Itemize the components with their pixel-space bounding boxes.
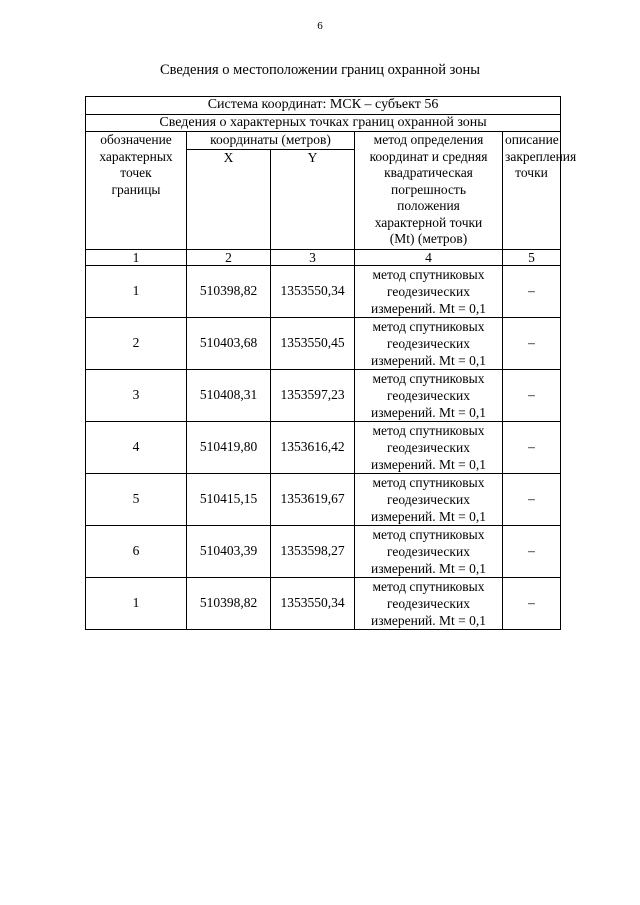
header-method-line: метод определения [373, 132, 484, 147]
table-row [86, 265, 561, 317]
column-number: 2 [187, 249, 271, 265]
method-line: геодезических [387, 543, 470, 559]
header-description-line: закрепления [505, 148, 577, 164]
header-designation [86, 132, 187, 250]
document-title: Сведения о местоположении границ охранной зоны [159, 62, 480, 78]
point-number-cell: 5 [86, 473, 187, 525]
header-description-line: описание [505, 132, 559, 147]
table-row [86, 473, 561, 525]
method-line: метод спутниковых [372, 318, 485, 334]
point-number-cell: 1 [86, 265, 187, 317]
header-coordinates: координаты (метров) [187, 132, 355, 150]
description-cell: – [503, 525, 561, 577]
method-line: измерений. Mt = 0,1 [370, 508, 487, 524]
description-cell: – [503, 473, 561, 525]
method-line: геодезических [387, 335, 470, 351]
column-number: 1 [86, 249, 187, 265]
method-line: метод спутниковых [372, 422, 485, 438]
header-x: X [187, 149, 271, 249]
y-coordinate-cell: 1353598,27 [271, 525, 355, 577]
method-line: метод спутниковых [372, 370, 485, 386]
method-line: измерений. Mt = 0,1 [370, 300, 487, 316]
header-description [503, 132, 577, 250]
method-cell [355, 577, 503, 629]
method-line: измерений. Mt = 0,1 [370, 612, 487, 628]
x-coordinate-cell: 510408,31 [187, 369, 271, 421]
method-line: метод спутниковых [372, 526, 485, 542]
header-method [355, 132, 503, 250]
header-y: Y [271, 149, 355, 249]
method-cell [355, 473, 503, 525]
header-description-line: точки [515, 165, 548, 180]
section-header: Сведения о характерных точках границ охранной зоны [86, 114, 561, 132]
description-cell: – [503, 369, 561, 421]
method-line: геодезических [387, 387, 470, 403]
column-number: 3 [271, 249, 355, 265]
x-coordinate-cell: 510398,82 [187, 265, 271, 317]
y-coordinate-cell: 1353550,45 [271, 317, 355, 369]
column-number-row [86, 249, 561, 265]
x-coordinate-cell: 510398,82 [187, 577, 271, 629]
table-row [86, 421, 561, 473]
header-method-line: положения [397, 198, 460, 213]
y-coordinate-cell: 1353597,23 [271, 369, 355, 421]
table-row [86, 525, 561, 577]
method-line: измерений. Mt = 0,1 [370, 404, 487, 420]
method-line: измерений. Mt = 0,1 [370, 352, 487, 368]
header-designation-line: обозначение [100, 132, 172, 147]
method-line: метод спутниковых [372, 578, 485, 594]
y-coordinate-cell: 1353616,42 [271, 421, 355, 473]
y-coordinate-cell: 1353550,34 [271, 265, 355, 317]
method-line: геодезических [387, 439, 470, 455]
header-method-line: (Mt) (метров) [389, 231, 468, 246]
description-cell: – [503, 421, 561, 473]
method-cell [355, 525, 503, 577]
coordinate-system-header: Система координат: МСК – субъект 56 [86, 97, 561, 115]
x-coordinate-cell: 510415,15 [187, 473, 271, 525]
page-number: 6 [317, 20, 323, 32]
header-designation-line: точек [120, 165, 152, 180]
column-number: 4 [355, 249, 503, 265]
description-cell: – [503, 577, 561, 629]
point-number-cell: 4 [86, 421, 187, 473]
header-method-line: погрешность [390, 181, 466, 197]
method-cell [355, 265, 503, 317]
method-cell [355, 421, 503, 473]
description-cell: – [503, 265, 561, 317]
table-row [86, 369, 561, 421]
method-line: геодезических [387, 595, 470, 611]
point-number-cell: 2 [86, 317, 187, 369]
method-line: геодезических [387, 283, 470, 299]
description-cell: – [503, 317, 561, 369]
column-number: 5 [503, 249, 561, 265]
header-designation-line: границы [111, 181, 161, 197]
header-method-line: координат и средняя [369, 148, 488, 164]
method-line: измерений. Mt = 0,1 [370, 560, 487, 576]
method-cell [355, 369, 503, 421]
method-line: метод спутниковых [372, 266, 485, 282]
table-row [86, 577, 561, 629]
point-number-cell: 3 [86, 369, 187, 421]
method-line: измерений. Mt = 0,1 [370, 456, 487, 472]
method-cell [355, 317, 503, 369]
header-method-line: характерной точки [374, 214, 483, 230]
x-coordinate-cell: 510403,68 [187, 317, 271, 369]
x-coordinate-cell: 510419,80 [187, 421, 271, 473]
header-method-line: квадратическая [384, 165, 473, 180]
point-number-cell: 6 [86, 525, 187, 577]
method-line: геодезических [387, 491, 470, 507]
method-line: метод спутниковых [372, 474, 485, 490]
header-designation-line: характерных [99, 148, 173, 164]
table-row [86, 317, 561, 369]
point-number-cell: 1 [86, 577, 187, 629]
y-coordinate-cell: 1353550,34 [271, 577, 355, 629]
coordinates-table [85, 96, 577, 630]
x-coordinate-cell: 510403,39 [187, 525, 271, 577]
y-coordinate-cell: 1353619,67 [271, 473, 355, 525]
